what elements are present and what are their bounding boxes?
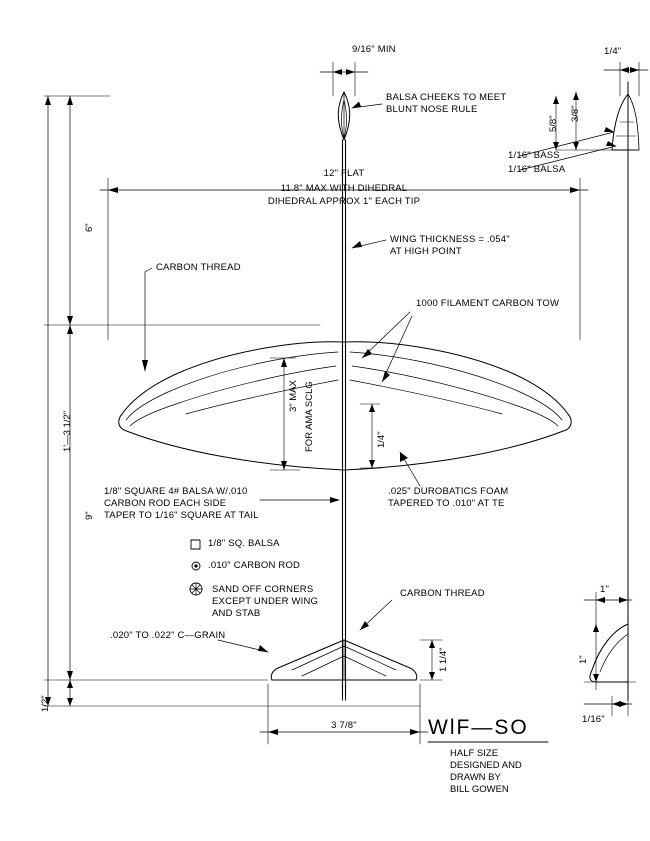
dim-chord-3max: 3" MAX bbox=[288, 380, 299, 412]
note-boom-line3: TAPER TO 1/16" SQUARE AT TAIL bbox=[104, 510, 259, 521]
dim-stab-width: 3 7/8" bbox=[331, 720, 357, 731]
note-balsa-cheeks-line1: BALSA CHEEKS TO MEET bbox=[386, 92, 507, 103]
note-boom-line1: 1/8" SQUARE 4# BALSA W/.010 bbox=[104, 486, 248, 497]
dim-height-6: 6" bbox=[84, 223, 95, 232]
note-foam-line1: .025" DUROBATICS FOAM bbox=[388, 486, 509, 497]
note-carbon-tow: 1000 FILAMENT CARBON TOW bbox=[416, 298, 560, 309]
credit-line-2: DESIGNED AND bbox=[450, 760, 522, 771]
note-c-grain: .020" TO .022" C—GRAIN bbox=[110, 630, 226, 641]
dim-side-quarter: 1/4" bbox=[604, 46, 622, 57]
legend-sand-line3: AND STAB bbox=[212, 608, 261, 619]
note-bass: 1/16" BASS bbox=[508, 150, 560, 161]
dim-span-dihedral: 11.8" MAX WITH DIHEDRAL bbox=[280, 183, 408, 194]
note-foam-line2: TAPERED TO .010" AT TE bbox=[388, 498, 505, 509]
dim-side-five-eighths: 5/8" bbox=[548, 115, 559, 132]
note-boom-line2: CARBON ROD EACH SIDE bbox=[104, 498, 227, 509]
note-balsa: 1/16" BALSA bbox=[508, 164, 566, 175]
note-balsa-cheeks-line2: BLUNT NOSE RULE bbox=[386, 104, 478, 115]
legend-sq-balsa-label: 1/8" SQ. BALSA bbox=[208, 538, 280, 549]
legend-sand-line1: SAND OFF CORNERS bbox=[212, 584, 314, 595]
drawing-title: WlF—SO bbox=[428, 716, 529, 739]
dim-span-flat: 12" FLAT bbox=[323, 168, 365, 179]
dim-stab-quarter: 1 1/4" bbox=[438, 647, 449, 672]
dim-side-sixteenth: 1/16" bbox=[582, 714, 605, 725]
note-ama-slcg: FOR AMA SCLG bbox=[304, 381, 315, 452]
dim-side-three-eighths: 3/8" bbox=[570, 105, 581, 122]
dim-side-one-inch-h: 1" bbox=[600, 584, 610, 595]
dim-overall-height: 1'—3 1/2" bbox=[62, 410, 73, 452]
note-carbon-thread-stab: CARBON THREAD bbox=[400, 588, 485, 599]
dim-wing-quarter: 1/4" bbox=[376, 431, 387, 448]
note-carbon-thread-wing: CARBON THREAD bbox=[156, 262, 241, 273]
legend-sand-line2: EXCEPT UNDER WING bbox=[212, 596, 319, 607]
dim-height-9: 9" bbox=[84, 511, 95, 520]
note-wing-thickness-line1: WING THICKNESS = .054" bbox=[390, 234, 510, 245]
credit-line-4: BILL GOWEN bbox=[450, 784, 509, 795]
credit-line-1: HALF SIZE bbox=[450, 748, 499, 759]
credit-line-3: DRAWN BY bbox=[450, 772, 501, 783]
note-dihedral: DIHEDRAL APPROX 1" EACH TIP bbox=[267, 196, 421, 207]
dim-nose-min: 9/16" MIN bbox=[352, 44, 396, 55]
legend-carbon-rod-label: .010" CARBON ROD bbox=[208, 560, 301, 571]
dim-side-one-inch-v: 1" bbox=[578, 655, 589, 664]
note-wing-thickness-line2: AT HIGH POINT bbox=[390, 246, 462, 257]
dim-half-inch: 1/2" bbox=[40, 695, 51, 712]
